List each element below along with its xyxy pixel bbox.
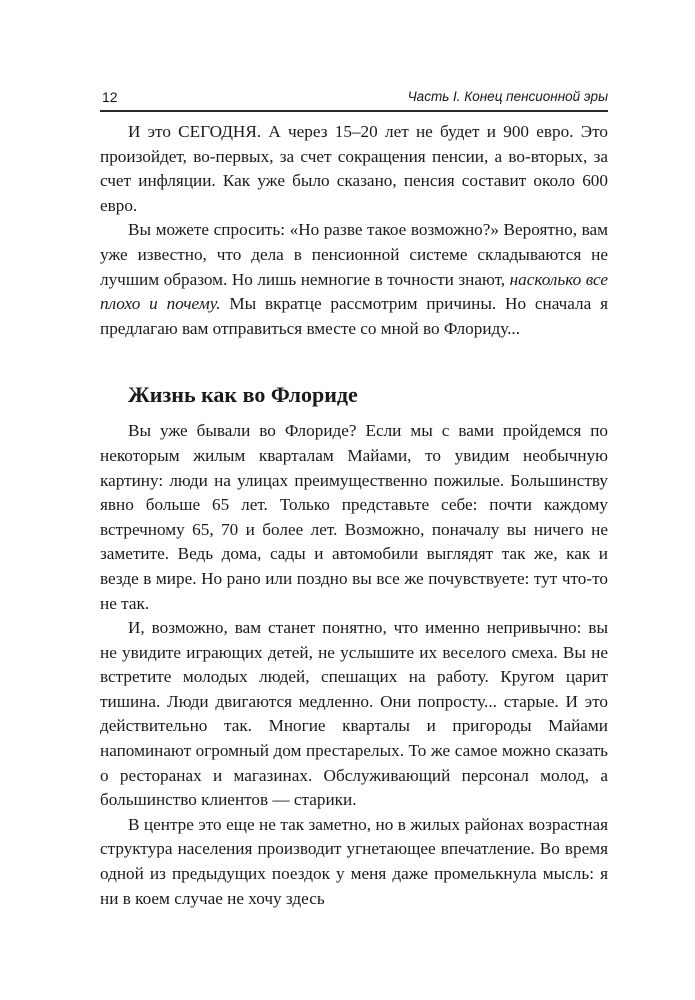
paragraph-3: Вы уже бывали во Флориде? Если мы с вами пройдемся по некоторым жилым кварталам Майами, то увидим необычную картину: люди на улицах преимущественно пожилые. Большинству явно больше 65 лет. Только представьте себе: почти каждому встречному 65, 70 и более лет. Возможно, поначалу вы ничего не заметите. Ведь дома, сады и автомобили выглядят так же, как и везде в мире. Но рано или поздно вы все же почувствуете: тут что-то не так.	[100, 421, 608, 613]
paragraph-2-start: Вы можете спросить: «Но разве такое возможно?» Вероятно, вам уже известно, что дела в пенсионной системе складываются не лучшим образом. Но лишь немногие в точности знают,	[100, 220, 608, 289]
section-heading: Жизнь как во Флориде	[128, 382, 358, 408]
paragraph-5: В центре это еще не так заметно, но в жилых районах возрастная структура населения производит угнетающее впечатление. Во время одной из предыдущих поездок у меня даже промелькнула мысль: я ни в коем случае не хочу здесь	[100, 814, 608, 908]
running-header	[100, 88, 608, 112]
paragraph-4: И, возможно, вам станет понятно, что именно непривычно: вы не увидите играющих детей, не услышите их веселого смеха. Вы не встретите молодых людей, спешащих на работу. Кругом царит тишина. Люди двигаются медленно. Они попросту... старые. И это действительно так. Многие кварталы и пригороды Майами напоминают огромный дом престарелых. То же самое можно сказать о ресторанах и магазинах. Обслуживающий персонал молод, а большинство клиентов — старики.	[100, 618, 608, 810]
chapter-title: Часть I. Конец пенсионной эры	[407, 89, 608, 104]
paragraph-1: И это СЕГОДНЯ. А через 15–20 лет не будет и 900 евро. Это произойдет, во-первых, за счет сокращения пенсии, а во-вторых, за счет инфляции. Как уже было сказано, пенсия составит около 600 евро.	[100, 122, 608, 215]
paragraph-2	[100, 218, 608, 341]
page-body	[100, 120, 608, 911]
paragraph-2-end: Мы вкратце рассмотрим причины. Но сначала я предлагаю вам отправиться вместе со мной во Флориду...	[100, 294, 608, 338]
paragraph-2-italic: насколько все плохо и почему.	[100, 269, 608, 314]
page-number: 12	[102, 89, 118, 105]
